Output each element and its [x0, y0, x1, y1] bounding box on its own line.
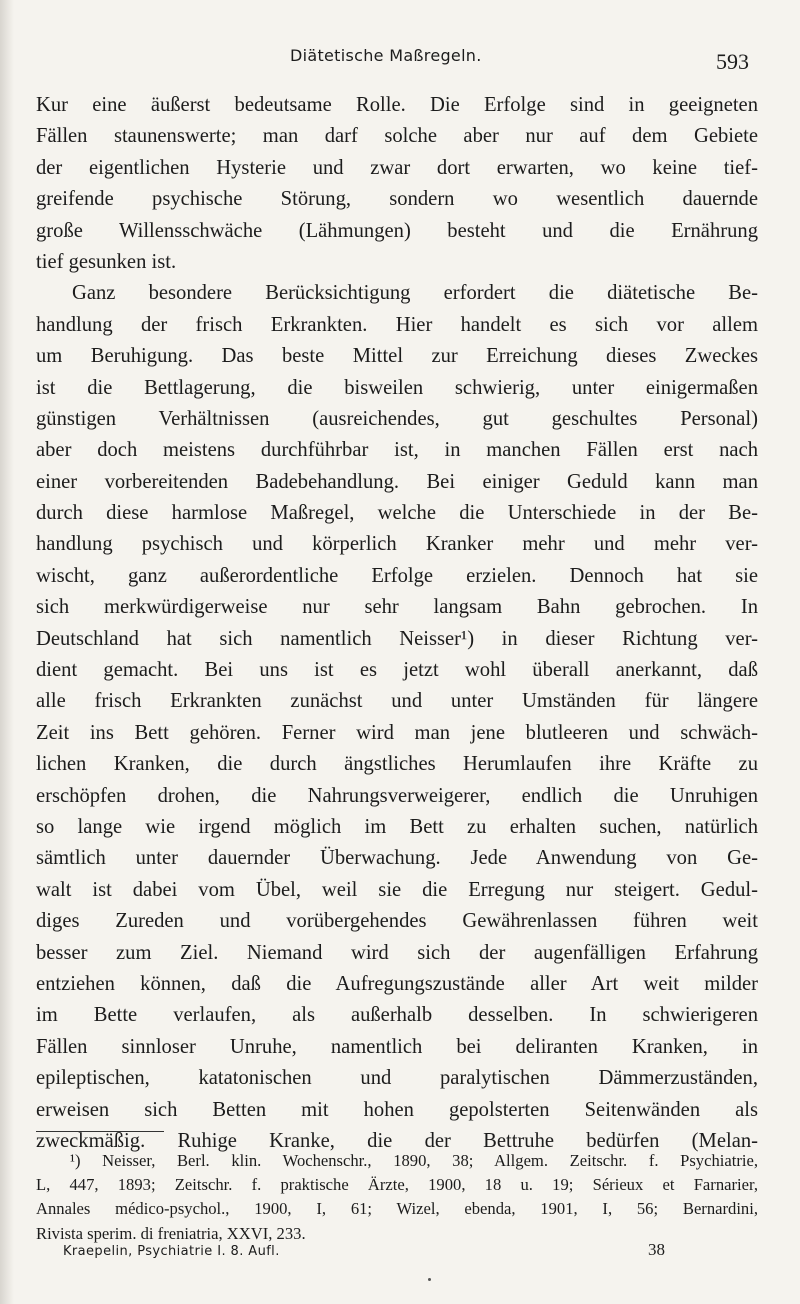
page-number: 593	[716, 49, 749, 74]
text-line: ist die Bettlagerung, die bisweilen schwierig, unter einigermaßen	[36, 376, 758, 399]
text-line: Kur eine äußerst bedeutsame Rolle. Die Erfolge sind in geeigneten	[36, 94, 758, 116]
text-line: Fällen sinnloser Unruhe, namentlich bei deliranten Kranken, in	[36, 1035, 758, 1058]
main-text	[36, 90, 758, 1157]
text-line: um Beruhigung. Das beste Mittel zur Erreichung dieses Zweckes	[36, 345, 758, 368]
footnote-line: Annales médico-psychol., 1900, I, 61; Wizel, ebenda, 1901, I, 56; Bernardini,	[36, 1199, 758, 1219]
footnote-line: L, 447, 1893; Zeitschr. f. praktische Ärzte, 1900, 18 u. 19; Sérieux et Farnarier,	[36, 1175, 758, 1195]
text-line: erweisen sich Betten mit hohen gepolsterten Seitenwänden als	[36, 1098, 758, 1121]
text-line: zweckmäßig. Ruhige Kranke, die der Bettruhe bedürfen (Melan-	[36, 1129, 758, 1152]
text-line: sämtlich unter dauernder Überwachung. Jede Anwendung von Ge-	[36, 847, 758, 870]
text-line: besser zum Ziel. Niemand wird sich der augenfälligen Erfahrung	[36, 941, 758, 964]
text-line: dient gemacht. Bei uns ist es jetzt wohl überall anerkannt, daß	[36, 659, 758, 682]
text-line: diges Zureden und vorübergehendes Gewährenlassen führen weit	[36, 910, 758, 933]
text-line: walt ist dabei vom Übel, weil sie die Erregung nur steigert. Gedul-	[36, 878, 758, 901]
text-line: entziehen können, daß die Aufregungszustände aller Art weit milder	[36, 972, 758, 995]
signature-number: 38	[648, 1240, 665, 1259]
running-title: Diätetische Maßregeln.	[290, 46, 482, 65]
text-line: große Willensschwäche (Lähmungen) besteht und die Ernährung	[36, 219, 758, 242]
text-line: günstigen Verhältnissen (ausreichendes, gut geschultes Personal)	[36, 407, 758, 430]
text-line: greifende psychische Störung, sondern wo wesentlich dauernde	[36, 188, 758, 211]
text-line: Deutschland hat sich namentlich Neisser¹) in dieser Richtung ver-	[36, 627, 758, 650]
text-line: wischt, ganz außerordentliche Erfolge erzielen. Dennoch hat sie	[36, 564, 758, 587]
text-line: durch diese harmlose Maßregel, welche die Unterschiede in der Be-	[36, 502, 758, 525]
text-line: lichen Kranken, die durch ängstliches Herumlaufen ihre Kräfte zu	[36, 753, 758, 776]
text-line: so lange wie irgend möglich im Bett zu erhalten suchen, natürlich	[36, 815, 758, 838]
text-line: tief gesunken ist.	[36, 250, 177, 273]
footnotes	[36, 1149, 758, 1246]
text-line: der eigentlichen Hysterie und zwar dort erwarten, wo keine tief-	[36, 156, 758, 179]
printer-signature: Kraepelin, Psychiatrie I. 8. Aufl.	[63, 1244, 280, 1259]
text-line: Ganz besondere Berücksichtigung erfordert die diätetische Be-	[72, 282, 758, 305]
footnote-line: ¹) Neisser, Berl. klin. Wochenschr., 1890, 38; Allgem. Zeitschr. f. Psychiatrie,	[70, 1151, 758, 1170]
text-line: im Bette verlaufen, als außerhalb desselben. In schwierigeren	[36, 1004, 758, 1027]
text-line: aber doch meistens durchführbar ist, in manchen Fällen erst nach	[36, 439, 758, 462]
footnote-divider	[36, 1131, 164, 1132]
text-line: alle frisch Erkrankten zunächst und unter Umständen für längere	[36, 690, 758, 713]
text-line: handlung psychisch und körperlich Kranker mehr und mehr ver-	[36, 533, 758, 556]
text-line: Fällen staunenswerte; man darf solche aber nur auf dem Gebiete	[36, 125, 758, 148]
print-speck	[428, 1278, 431, 1281]
text-line: Zeit ins Bett gehören. Ferner wird man jene blutleeren und schwäch-	[36, 721, 758, 744]
text-line: handlung der frisch Erkrankten. Hier handelt es sich vor allem	[36, 313, 758, 336]
text-line: einer vorbereitenden Badebehandlung. Bei einiger Geduld kann man	[36, 470, 758, 493]
footnote-line: Rivista sperim. di freniatria, XXVI, 233.	[36, 1223, 306, 1243]
text-line: erschöpfen drohen, die Nahrungsverweigerer, endlich die Unruhigen	[36, 784, 758, 807]
text-line: epileptischen, katatonischen und paralytischen Dämmerzuständen,	[36, 1067, 758, 1090]
page-edge-shadow	[0, 0, 14, 1304]
text-line: sich merkwürdigerweise nur sehr langsam Bahn gebrochen. In	[36, 596, 758, 619]
